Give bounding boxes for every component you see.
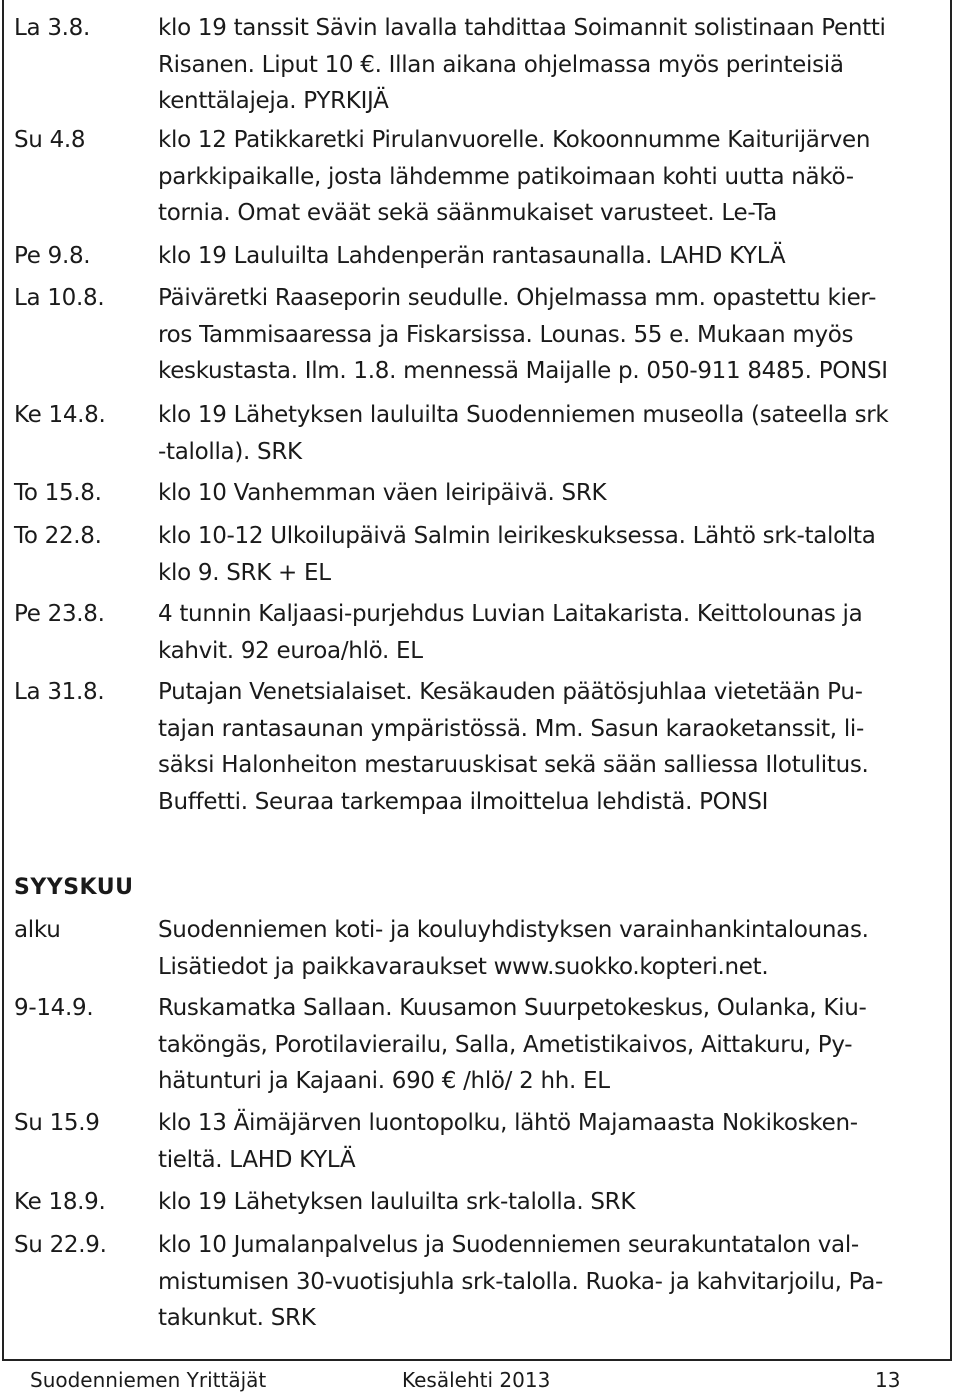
page-footer	[0, 1364, 960, 1396]
month-heading: SYYSKUU	[14, 875, 134, 900]
event-description: klo 19 Lähetyksen lauluilta Suodenniemen museolla (sateella srk -talolla). SRK	[158, 402, 889, 465]
event-description: 4 tunnin Kaljaasi-purjehdus Luvian Laitakarista. Keittolounas ja kahvit. 92 euroa/hlö. EL	[158, 601, 863, 664]
event-date: La 3.8.	[14, 15, 91, 41]
event-date: Su 22.9.	[14, 1232, 107, 1258]
event-date: To 15.8.	[14, 480, 102, 506]
event-description: Suodenniemen koti- ja kouluyhdistyksen varainhankintalounas. Lisätiedot ja paikkavaraukset www.suokko.kopteri.net.	[158, 917, 869, 980]
event-date: alku	[14, 917, 61, 943]
page-number: 13	[875, 1368, 901, 1392]
event-date: Su 4.8	[14, 127, 86, 153]
event-description: klo 10 Jumalanpalvelus ja Suodenniemen seurakuntatalon val- mistumisen 30-vuotisjuhla srk-talolla. Ruoka- ja kahvitarjoilu, Pa- takunkut. SRK	[158, 1232, 883, 1331]
publication-name: Suodenniemen Yrittäjät	[30, 1368, 267, 1392]
event-date: To 22.8.	[14, 523, 102, 549]
issue-name: Kesälehti 2013	[402, 1368, 551, 1392]
event-date: Su 15.9	[14, 1110, 100, 1136]
event-date: Ke 18.9.	[14, 1189, 106, 1215]
event-date: Pe 9.8.	[14, 243, 91, 269]
event-description: klo 10 Vanhemman väen leiripäivä. SRK	[158, 480, 607, 506]
event-date: La 10.8.	[14, 285, 105, 311]
event-description: klo 19 tanssit Sävin lavalla tahdittaa Soimannit solistinaan Pentti Risanen. Liput 10 €. Illan aikana ohjelmassa myös perinteisiä kenttälajeja. PYRKIJÄ	[158, 15, 886, 114]
event-description: klo 12 Patikkaretki Pirulanvuorelle. Kokoonnumme Kaiturijärven parkkipaikalle, josta lähdemme patikoimaan kohti uutta näkö- tornia. Omat eväät sekä säänmukaiset varusteet. Le-Ta	[158, 127, 871, 226]
event-date: La 31.8.	[14, 679, 105, 705]
event-description: Ruskamatka Sallaan. Kuusamon Suurpetokeskus, Oulanka, Kiu- taköngäs, Porotilavierailu, Salla, Ametistikaivos, Aittakuru, Py- hätunturi ja Kajaani. 690 € /hlö/ 2 hh. EL	[158, 995, 867, 1094]
event-description: Putajan Venetsialaiset. Kesäkauden päätösjuhlaa vietetään Pu- tajan rantasaunan ympäristössä. Mm. Sasun karaoketanssit, li- säksi Halonheiton mestaruuskisat sekä sään salliessa Ilotulitus. Buffetti. Seuraa tarkempaa ilmoittelua lehdistä. PONSI	[158, 679, 869, 815]
event-description: klo 19 Lauluilta Lahdenperän rantasaunalla. LAHD KYLÄ	[158, 243, 786, 269]
event-date: Pe 23.8.	[14, 601, 105, 627]
event-description: klo 10-12 Ulkoilupäivä Salmin leirikeskuksessa. Lähtö srk-talolta klo 9. SRK + EL	[158, 523, 876, 586]
event-date: 9-14.9.	[14, 995, 94, 1021]
event-description: klo 19 Lähetyksen lauluilta srk-talolla. SRK	[158, 1189, 636, 1215]
event-description: Päiväretki Raaseporin seudulle. Ohjelmassa mm. opastettu kier- ros Tammisaaressa ja Fiskarsissa. Lounas. 55 e. Mukaan myös keskustasta. Ilm. 1.8. mennessä Maijalle p. 050-911 8485. PONSI	[158, 285, 888, 384]
event-date: Ke 14.8.	[14, 402, 106, 428]
event-description: klo 13 Äimäjärven luontopolku, lähtö Majamaasta Nokikosken- tieltä. LAHD KYLÄ	[158, 1110, 858, 1173]
